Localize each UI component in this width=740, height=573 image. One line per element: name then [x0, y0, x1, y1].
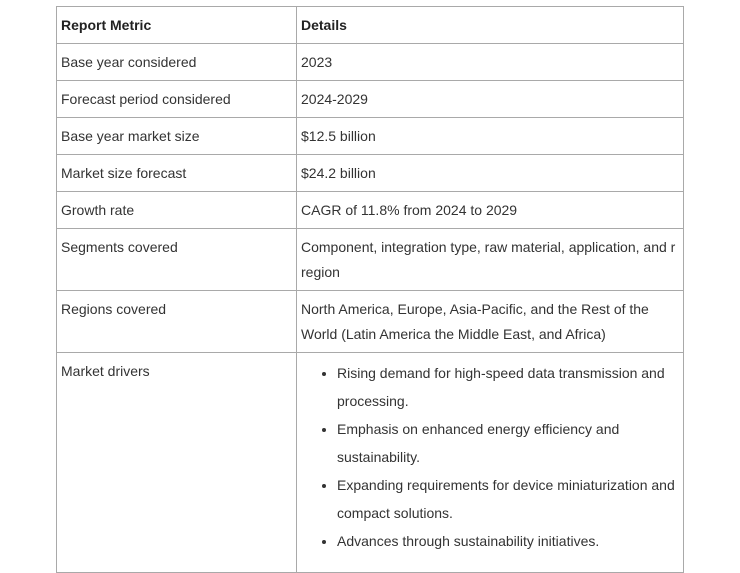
table-row	[57, 291, 684, 353]
list-item: • Rising demand for high-speed data transmission and processing.	[337, 359, 679, 415]
table-row	[57, 81, 684, 118]
table-row	[57, 192, 684, 229]
market-drivers-list	[301, 359, 679, 555]
header-details: Details	[297, 7, 684, 44]
table-row	[57, 44, 684, 81]
metric-cell: Regions covered	[57, 291, 297, 353]
list-item: • Expanding requirements for device miniaturization and compact solutions.	[337, 471, 679, 527]
table-row	[57, 353, 684, 573]
details-cell: North America, Europe, Asia-Pacific, and the Rest of the World (Latin America the Middle East, and Africa)	[297, 291, 684, 353]
details-cell: $12.5 billion	[297, 118, 684, 155]
header-report-metric: Report Metric	[57, 7, 297, 44]
details-cell: $24.2 billion	[297, 155, 684, 192]
details-cell: 2024-2029	[297, 81, 684, 118]
metric-cell: Base year market size	[57, 118, 297, 155]
table-row	[57, 155, 684, 192]
details-cell: CAGR of 11.8% from 2024 to 2029	[297, 192, 684, 229]
details-cell	[297, 353, 684, 573]
details-cell: Component, integration type, raw material, application, and r region	[297, 229, 684, 291]
list-item: • Emphasis on enhanced energy efficiency and sustainability.	[337, 415, 679, 471]
metric-cell: Forecast period considered	[57, 81, 297, 118]
metric-cell: Segments covered	[57, 229, 297, 291]
table-row	[57, 118, 684, 155]
metric-cell: Market drivers	[57, 353, 297, 573]
metric-cell: Market size forecast	[57, 155, 297, 192]
table-header-row	[57, 7, 684, 44]
metric-cell: Base year considered	[57, 44, 297, 81]
metric-cell: Growth rate	[57, 192, 297, 229]
table-row	[57, 229, 684, 291]
report-table	[56, 6, 684, 573]
details-cell: 2023	[297, 44, 684, 81]
list-item: • Advances through sustainability initiatives.	[337, 527, 679, 555]
